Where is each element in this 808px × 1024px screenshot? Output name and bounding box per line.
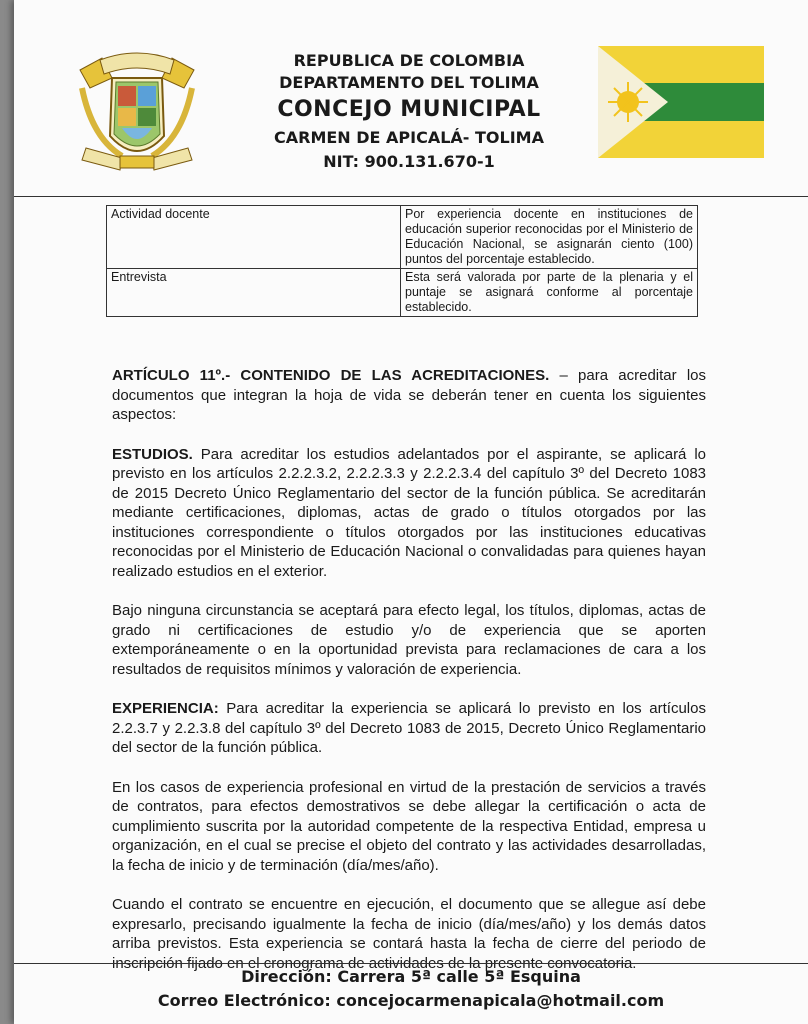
studies-text: Para acreditar los estudios adelantados por el aspirante, se aplicará lo previsto en los artículos 2.2.2.3.2, 2.2.2.3.3 y 2.2.2.3.4 del capítulo 3º del Decreto 1083 de 2015 Decreto Único Reglamentario del sector de la función pública. Se acreditarán mediante certificaciones, diplomas, actas de grado o títulos otorgados por las instituciones correspondiente o títulos otorgados por las instituciones educativas reconocidas por el Ministerio de Educación Nacional o convalidadas para quienes hayan realizado estudios en el exterior.	[112, 445, 706, 580]
table-cell-criterion: Entrevista	[107, 269, 401, 317]
municipality-title: CARMEN DE APICALÁ- TOLIMA	[274, 128, 544, 147]
document-page	[14, 0, 808, 1024]
table-cell-description: Por experiencia docente en instituciones de educación superior reconocidas por el Ministerio de Educación Nacional, se asignarán ciento (100) puntos del porcentaje establecido.	[401, 206, 698, 269]
evaluation-table	[106, 205, 698, 317]
experience-heading: EXPERIENCIA:	[112, 700, 219, 717]
footer-divider	[14, 963, 808, 964]
department-title: DEPARTAMENTO DEL TOLIMA	[279, 73, 539, 92]
footer-email: Correo Electrónico: concejocarmenapicala@hotmail.com	[157, 991, 665, 1010]
professional-experience-paragraph: En los casos de experiencia profesional en virtud de la prestación de servicios a través de contratos, para efectos demostrativos se debe allegar la certificación o acta de cumplimiento suscrita por la autoridad competente de la respectiva Entidad, empresa u organización, en el cual se precise el objeto del contrato y las actividades desarrolladas, la fecha de inicio y de terminación (día/mes/año).	[112, 778, 706, 874]
municipal-flag-image	[598, 46, 764, 158]
experience-paragraph	[112, 699, 706, 758]
article-text: – para acreditar los documentos que integran la hoja de vida se deberán tener en cuenta los siguientes aspectos:	[112, 367, 706, 423]
table-cell-criterion: Actividad docente	[107, 206, 401, 269]
contract-paragraph: Cuando el contrato se encuentre en ejecución, el documento que se allegue así debe expresarlo, precisando igualmente la fecha de inicio (día/mes/año) y los demás datos arriba previstos. Esta experiencia se contará hasta la fecha de cierre del periodo de inscripción fijado en el cronograma de actividades de la presente convocatoria.	[112, 896, 706, 972]
municipal-seal-logo	[72, 48, 202, 178]
table-row	[107, 206, 698, 269]
document-body	[112, 366, 706, 993]
studies-paragraph	[112, 445, 706, 582]
experience-text: Para acreditar la experiencia se aplicará lo previsto en los artículos 2.2.3.7 y 2.2.3.8 del capítulo 3º del Decreto 1083 de 2015, Decreto Único Reglamentario del sector de la función pública.	[112, 700, 706, 756]
institution-title: CONCEJO MUNICIPAL	[277, 97, 541, 122]
table-cell-description: Esta será valorada por parte de la plenaria y el puntaje se asignará conforme al porcentaje establecido.	[401, 269, 698, 317]
country-title: REPUBLICA DE COLOMBIA	[293, 51, 525, 70]
header-divider	[14, 196, 808, 197]
letterhead	[14, 0, 808, 195]
table-row	[107, 269, 698, 317]
article-heading: ARTÍCULO 11º.- CONTENIDO DE LAS ACREDITACIONES.	[112, 367, 550, 384]
footer-address: Dirección: Carrera 5ª calle 5ª Esquina	[241, 967, 581, 986]
article-paragraph	[112, 366, 706, 425]
circumstance-paragraph: Bajo ninguna circunstancia se aceptará para efecto legal, los títulos, diplomas, actas de grado ni certificaciones de estudio y/o de experiencia que se aporten extemporáneamente o en la oportunidad prevista para reclamaciones de cara a los resultados de requisitos mínimos y valoración de experiencia.	[112, 602, 706, 678]
letter-footer	[14, 965, 808, 1013]
letterhead-text	[224, 50, 594, 174]
nit-number: NIT: 900.131.670-1	[323, 152, 495, 171]
studies-heading: ESTUDIOS.	[112, 445, 193, 463]
